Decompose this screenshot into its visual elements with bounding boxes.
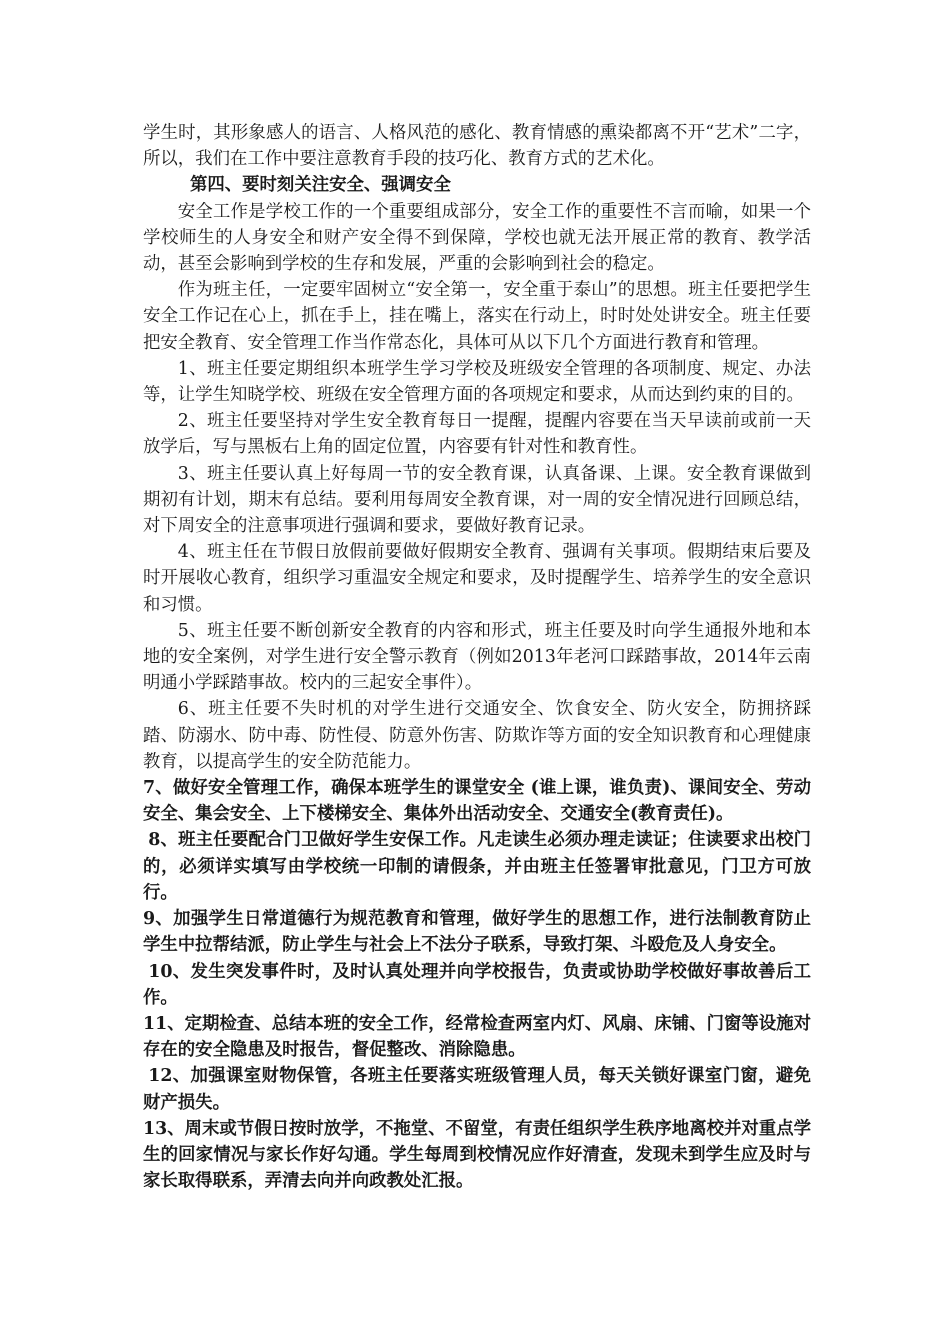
section-heading: 第四、要时刻关注安全、强调安全: [189, 175, 451, 196]
list-item-11: 11、定期检查、总结本班的安全工作，经常检查两室内灯、风扇、床铺、门窗等设施对存在的安全隐患及时报告，督促整改、消除隐患。: [143, 1013, 811, 1061]
list-item-9: 9、加强学生日常道德行为规范教育和管理，做好学生的思想工作，进行法制教育防止学生中拉帮结派，防止学生与社会上不法分子联系，导致打架、斗殴危及人身安全。: [143, 909, 811, 956]
list-item-4: 4、班主任在节假日放假前要做好假期安全教育、强调有关事项。假期结束后要及时开展收心教育，组织学习重温安全规定和要求，及时提醒学生、培养学生的安全意识和习惯。: [143, 542, 811, 615]
list-item-12: 12、加强课室财物保管，各班主任要落实班级管理人员，每天关锁好课室门窗，避免财产损失。: [143, 1066, 811, 1113]
list-item-6: 6、班主任要不失时机的对学生进行交通安全、饮食安全、防火安全，防拥挤踩踏、防溺水、防中毒、防性侵、防意外伤害、防欺诈等方面的安全知识教育和心理健康教育，以提高学生的安全防范能力。: [143, 699, 811, 772]
list-item-3: 3、班主任要认真上好每周一节的安全教育课，认真备课、上课。安全教育课做到期初有计划，期末有总结。要利用每周安全教育课，对一周的安全情况进行回顾总结，对下周安全的注意事项进行强调和要求，要做好教育记录。: [143, 463, 811, 537]
paragraph-continuation: 学生时，其形象感人的语言、人格风范的感化、教育情感的熏染都离不开“艺术”二字，所以，我们在工作中要注意教育手段的技巧化、教育方式的艺术化。: [143, 123, 811, 170]
list-item-10: 10、发生突发事件时，及时认真处理并向学校报告，负责或协助学校做好事故善后工作。: [143, 961, 811, 1008]
list-item-5: 5、班主任要不断创新安全教育的内容和形式，班主任要及时向学生通报外地和本地的安全案例，对学生进行安全警示教育（例如2013年老河口踩踏事故，2014年云南明通小学踩踏事故。校内的三起安全事件）。: [143, 620, 811, 694]
list-item-1: 1、班主任要定期组织本班学生学习学校及班级安全管理的各项制度、规定、办法等，让学生知晓学校、班级在安全管理方面的各项规定和要求，从而达到约束的目的。: [143, 358, 811, 406]
paragraph-head-teacher-role: 作为班主任，一定要牢固树立“安全第一，安全重于泰山”的思想。班主任要把学生安全工作记在心上，抓在手上，挂在嘴上，落实在行动上，时时处处讲安全。班主任要把安全教育、安全管理工作当作常态化，具体可从以下几个方面进行教育和管理。: [143, 280, 811, 353]
paragraph-safety-importance: 安全工作是学校工作的一个重要组成部分，安全工作的重要性不言而喻，如果一个学校师生的人身安全和财产安全得不到保障，学校也就无法开展正常的教育、教学活动，甚至会影响到学校的生存和发展，严重的会影响到社会的稳定。: [143, 201, 811, 275]
list-item-8: 8、班主任要配合门卫做好学生安保工作。凡走读生必须办理走读证；住读要求出校门的，必须详实填写由学校统一印制的请假条，并由班主任签署审批意见，门卫方可放行。: [143, 830, 811, 903]
list-item-7: 7、做好安全管理工作，确保本班学生的课堂安全 (谁上课，谁负责)、课间安全、劳动安全、集会安全、上下楼梯安全、集体外出活动安全、交通安全(教育责任)。: [143, 778, 811, 825]
list-item-13: 13、周末或节假日按时放学，不拖堂、不留堂，有责任组织学生秩序地离校并对重点学生的回家情况与家长作好勾通。学生每周到校情况应作好清查，发现未到学生应及时与家长取得联系，弄清去向并向政教处汇报。: [143, 1118, 811, 1192]
list-item-2: 2、班主任要坚持对学生安全教育每日一提醒，提醒内容要在当天早读前或前一天放学后，写与黑板右上角的固定位置，内容要有针对性和教育性。: [143, 411, 811, 458]
document-page: [143, 120, 811, 1194]
